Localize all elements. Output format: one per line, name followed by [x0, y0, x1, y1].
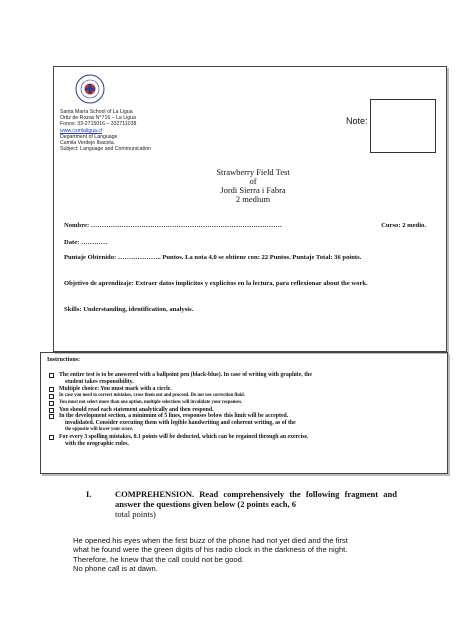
instruction-item: In the development section, a minimum of 5 lines, responses below this limit will be accepted. invalidated. Consider executing them with legible handwriting and coherent writing, as of the: [49, 413, 439, 427]
instruction-item: Multiple choice: You must mark with a circle.: [49, 386, 439, 393]
instruction-item: the opposite will lower your score.: [65, 427, 133, 433]
test-title: [183, 168, 323, 204]
school-website-link[interactable]: www.csmlaligua.cl: [60, 127, 103, 134]
checkbox-bullet-icon: [49, 394, 54, 399]
skills-field: Skills: Understanding, identification, analysis.: [64, 306, 194, 313]
puntaje-field: Puntaje Obtenido: ……………….. Puntos. La nota 4,0 se obtiene con: 22 Puntos. Puntaje Total: 36 points.: [64, 254, 362, 261]
department: Department of Language: [60, 133, 118, 140]
instructions-title: Instructions:: [47, 357, 81, 363]
instruction-item: The entire test is to be answered with a ballpoint pen (black-blue). In case of writing with graphite, the student takes responsibility.: [49, 372, 439, 386]
checkbox-bullet-icon: [49, 435, 54, 440]
nombre-field: [64, 222, 438, 230]
section-number: I.: [86, 489, 92, 499]
instructions-list: [49, 372, 439, 448]
instructions-box: [40, 352, 448, 474]
curso-label: Curso: 2 medio.: [381, 222, 426, 229]
date-field: Date: …………: [64, 239, 108, 246]
title-line-2: of: [249, 176, 257, 186]
subject: Subject: Language and Communication: [60, 146, 151, 153]
checkbox-bullet-icon: [49, 387, 54, 392]
checkbox-bullet-icon: [49, 414, 54, 419]
school-info: [60, 109, 151, 152]
school-address: Ortiz de Rozas N°716 – La Ligua: [60, 115, 136, 122]
section-heading: [115, 489, 397, 519]
checkbox-bullet-icon: [49, 408, 54, 413]
passage-line: what he found were the green digits of his radio clock in the darkness of the night.: [73, 545, 348, 555]
note-label: Note:: [346, 116, 368, 126]
school-seal-logo: [75, 74, 105, 104]
title-line-4: 2 medium: [235, 194, 271, 204]
nombre-label: Nombre: ……………………………………………………………………………: [64, 222, 283, 229]
checkbox-bullet-icon: [49, 373, 54, 378]
instruction-item: In case you need to correct mistakes, cross them out and proceed. Do not use correction fluid.: [49, 393, 439, 400]
checkbox-bullet-icon: [49, 401, 54, 406]
school-name: Santa María School of La Ligua: [60, 109, 133, 115]
school-phones: Fonos: 33-2715016 – 332711038: [60, 121, 137, 128]
passage-line: Therefore, he knew that the call could not be good.: [73, 554, 244, 564]
header-box: [53, 66, 447, 352]
instruction-item: For every 3 spelling mistakes, 0.1 points will be deducted, which can be regained through an exercise. with the orographic rules.: [49, 434, 439, 448]
instruction-item: You must not select more than one option, multiple selections will invalidate your responses.: [49, 400, 439, 407]
title-line-1: Strawberry Field Test: [216, 167, 290, 177]
note-box: [370, 99, 436, 153]
title-line-3: Jordi Sierra i Fabra: [220, 185, 286, 195]
teacher-name: Camila Verdejo Ibaceta.: [60, 140, 116, 147]
passage-line: He opened his eyes when the first buzz of the phone had not yet died and the first: [73, 536, 348, 545]
section-heading-text: COMPREHENSION. Read comprehensively the following fragment and answer the questions given below (2 points each, 6: [115, 489, 397, 509]
passage-line: No phone call is at dawn.: [73, 563, 158, 573]
section-heading-points: total points): [115, 509, 156, 519]
objetivo-field: Objetivo de aprendizaje: Extraer datos implícitos y explícitos en la lectura, para reflexionar about the work.: [64, 280, 368, 287]
reading-passage: [73, 536, 433, 573]
instruction-item: You should read each statement analytically and then respond.: [49, 407, 439, 414]
